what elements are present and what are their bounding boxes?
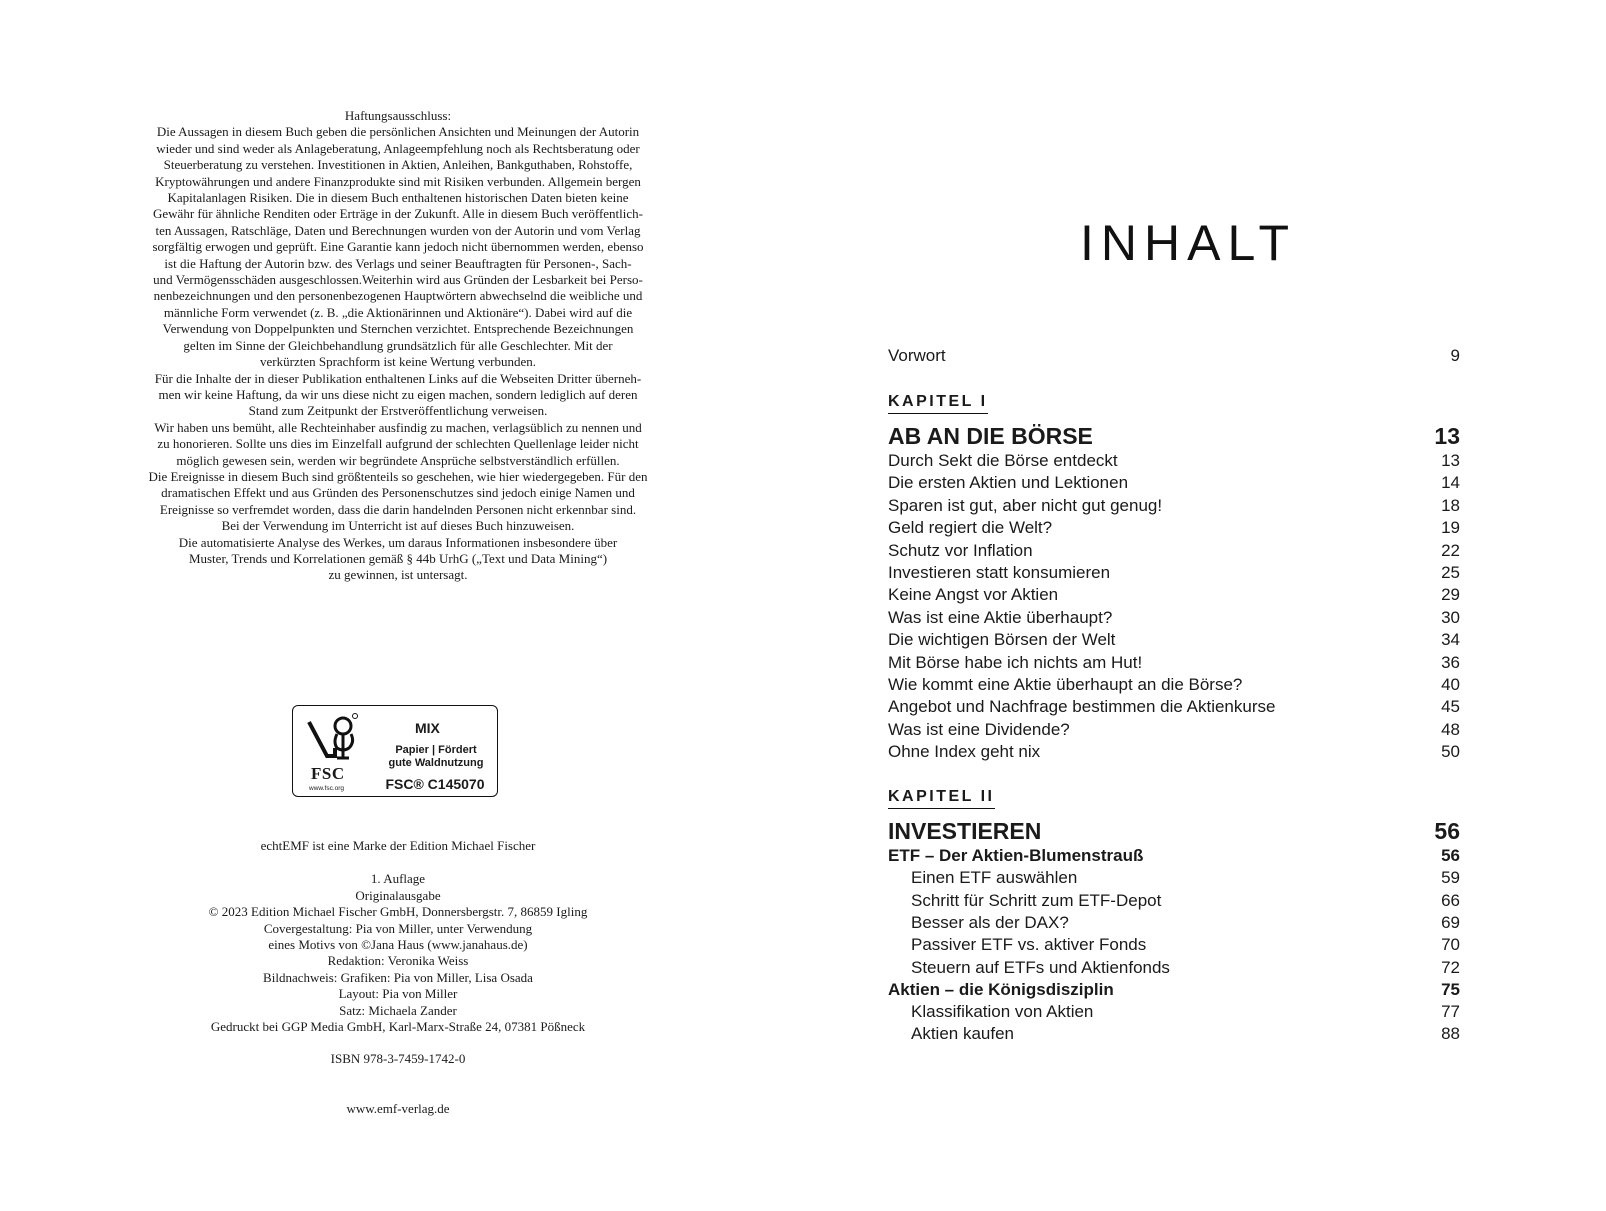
toc-entry[interactable] [888,868,1460,888]
imprint-section [108,838,688,1133]
rights-paragraph [108,420,688,469]
toc-entry-title: Wie kommt eine Aktie überhaupt an die Börse? [888,675,1243,694]
toc-entry[interactable] [888,958,1460,978]
disclaimer-line: und Vermögensschäden ausgeschlossen.Weiterhin wird aus Gründen der Lesbarkeit bei Perso- [153,272,643,288]
links-line: men wir keine Haftung, da wir uns diese nicht zu eigen machen, sondern lediglich auf deren [158,386,638,402]
chapter-label: KAPITEL II [888,788,995,809]
toc-entry-title: Schritt für Schritt zum ETF-Depot [911,890,1162,910]
toc-entry[interactable] [888,675,1460,695]
toc-entry-title: ETF – Der Aktien-Blumenstrauß [888,846,1144,865]
toc-entry[interactable] [888,451,1460,471]
toc-entry-page: 70 [1441,935,1460,955]
rights-line: möglich gewesen sein, werden wir begründete Ansprüche selbstverständlich erfüllen. [176,452,620,468]
toc-entry-title: Sparen ist gut, aber nicht gut genug! [888,495,1163,515]
imprint-line: Originalausgabe [355,887,441,903]
fsc-paper-line: gute Waldnutzung [388,757,484,769]
toc-entry[interactable] [888,346,1460,366]
imprint-line: Gedruckt bei GGP Media GmbH, Karl-Marx-Straße 24, 07381 Pößneck [210,1019,586,1035]
disclaimer-line: nenbezeichnungen und den personenbezogenen Hauptwörtern abwechselnd die weibliche und [153,288,643,304]
toc-entry-page: 66 [1441,890,1460,910]
toc-entry-page: 59 [1441,868,1460,888]
toc-entry-title: Durch Sekt die Börse entdeckt [888,451,1118,470]
toc-entry-title: Aktien – die Königsdisziplin [888,979,1114,999]
toc-entry-page: 48 [1441,719,1460,739]
disclaimer-line: sorgfältig erwogen und geprüft. Eine Garantie kann jedoch nicht übernommen werden, ebenso [152,239,644,255]
toc-entry-title: Klassifikation von Aktien [911,1002,1094,1022]
events-line: Ereignisse so verfremdet worden, dass die darin handelnden Personen nicht erkennbar sind. [159,501,637,517]
toc-entry-page: 14 [1441,473,1460,493]
toc-entry[interactable] [888,913,1460,933]
toc-entry-title: Was ist eine Dividende? [888,719,1070,739]
website-link[interactable]: www.emf-verlag.de [346,1100,450,1116]
toc-entry-page: 88 [1441,1024,1460,1044]
imprint-line: Covergestaltung: Pia von Miller, unter Verwendung [263,920,533,936]
disclaimer-line: gelten im Sinne der Gleichbehandlung grundsätzlich für alle Geschlechter. Mit der [183,337,613,353]
toc-entry[interactable] [888,653,1460,673]
toc-entry-page: 13 [1434,423,1460,449]
toc-entry-title: Geld regiert die Welt? [888,518,1053,538]
disclaimer-line: Gewähr für ähnliche Renditen oder Erträge in der Zukunft. Alle in diesem Buch veröffentlich- [153,206,643,222]
toc-entry[interactable] [888,541,1460,561]
fsc-mix: MIX [415,720,440,736]
tdm-line: Muster, Trends und Korrelationen gemäß § 44b UrhG („Text und Data Mining“) [188,550,608,566]
links-line: Für die Inhalte der in dieser Publikation enthaltenen Links auf die Webseiten Dritter überneh- [154,370,642,386]
teaching-paragraph [108,518,688,534]
fsc-label [292,705,498,797]
disclaimer-line: verkürzten Sprachform ist keine Wertung verbunden. [260,354,536,370]
toc-entry-page: 29 [1441,585,1460,605]
toc-entry-title: Mit Börse habe ich nichts am Hut! [888,652,1143,672]
toc-entry-page: 13 [1441,451,1460,470]
toc-entry[interactable] [888,585,1460,605]
toc-entry-page: 30 [1441,607,1460,627]
fsc-code: FSC® C145070 [385,776,485,792]
events-line: dramatischen Effekt und aus Gründen des Personenschutzes sind jedoch einige Namen und [161,485,635,501]
disclaimer-line: ist die Haftung der Autorin bzw. des Verlags und seiner Beauftragten für Personen-, Sach- [164,255,632,271]
imprint-line: Bildnachweis: Grafiken: Pia von Miller, Lisa Osada [263,969,533,985]
toc-entry-page: 72 [1441,957,1460,977]
toc-entry[interactable] [888,980,1460,1000]
toc-entry[interactable] [888,935,1460,955]
toc-entry-page: 45 [1441,697,1460,717]
toc-entry[interactable] [888,423,1460,450]
toc-entry-page: 25 [1441,563,1460,582]
toc-entry-title: Steuern auf ETFs und Aktienfonds [911,957,1170,977]
toc-entry-page: 75 [1441,979,1460,999]
toc-entry[interactable] [888,697,1460,717]
teaching-line: Bei der Verwendung im Unterricht ist auf dieses Buch hinzuweisen. [221,518,575,534]
toc-entry-page: 56 [1434,818,1460,844]
toc-entry-title: Besser als der DAX? [911,912,1069,932]
toc-entry[interactable] [888,518,1460,538]
disclaimer-section [108,108,688,584]
toc-entry[interactable] [888,496,1460,516]
brand-line: echtEMF ist eine Marke der Edition Michael Fischer [260,838,536,853]
disclaimer-line: wieder und sind weder als Anlageberatung, Anlageempfehlung noch als Rechtsberatung oder [156,140,640,156]
toc-entry-page: 36 [1441,652,1460,672]
disclaimer-line: Die Aussagen in diesem Buch geben die persönlichen Ansichten und Meinungen der Autorin [156,124,640,140]
rights-line: zu honorieren. Sollte uns dies im Einzelfall aufgrund der schlechten Quellenlage leider nicht [157,436,639,452]
disclaimer-line: Steuerberatung zu verstehen. Investitionen in Aktien, Anleihen, Bankguthaben, Rohstoffe, [163,157,633,173]
fsc-tree-icon [303,712,361,766]
toc-entry-page: 69 [1441,912,1460,932]
toc-entry-title: Was ist eine Aktie überhaupt? [888,607,1113,627]
toc-entry-page: 34 [1441,630,1460,650]
rights-line: Wir haben uns bemüht, alle Rechteinhaber ausfindig zu machen, verlagsüblich zu nennen und [154,419,642,435]
toc-entry-title: Vorwort [888,346,946,365]
toc-entry-title: Investieren statt konsumieren [888,563,1111,582]
events-paragraph [108,469,688,518]
links-paragraph [108,371,688,420]
toc-entry-page: 56 [1441,846,1460,865]
events-line: Die Ereignisse in diesem Buch sind größtenteils so geschehen, wie hier wiedergegeben. Für den [148,468,648,484]
toc-entry-title: Angebot und Nachfrage bestimmen die Aktienkurse [888,697,1276,717]
toc-entry-title: Ohne Index geht nix [888,742,1041,762]
disclaimer-line: Verwendung von Doppelpunkten und Sternchen verzichtet. Entsprechende Bezeichnungen [162,321,634,337]
toc-entry[interactable] [888,473,1460,493]
toc-entry[interactable] [888,818,1460,845]
disclaimer-line: männliche Form verwendet (z. B. „die Aktionärinnen und Aktionäre“). Dabei wird auf die [163,304,633,320]
fsc-paper-text [381,744,491,770]
tdm-line: Die automatisierte Analyse des Werkes, um daraus Informationen insbesondere über [178,534,618,550]
imprint-line: Redaktion: Veronika Weiss [327,953,469,969]
toc-entry[interactable] [888,846,1460,866]
toc-entry[interactable] [888,891,1460,911]
chapter-label: KAPITEL I [888,393,988,414]
toc-entry-title: AB AN DIE BÖRSE [888,423,1093,449]
toc-entry-page: 18 [1441,495,1460,515]
toc-entry[interactable] [888,1002,1460,1022]
toc-entry-page: 50 [1441,742,1460,762]
isbn: ISBN 978-3-7459-1742-0 [330,1051,466,1067]
toc-entry-page: 9 [1450,346,1460,365]
toc-entry[interactable] [888,720,1460,740]
disclaimer-line: Kapitalanlagen Risiken. Die in diesem Buch enthaltenen historischen Daten bieten keine [167,190,629,206]
page-title: INHALT [1080,215,1297,271]
links-line: Stand zum Zeitpunkt der Erstveröffentlichung verweisen. [248,403,548,419]
toc-entry-title: Einen ETF auswählen [911,868,1078,888]
fsc-logo-text: FSC [311,764,345,783]
toc-entry[interactable] [888,630,1460,650]
imprint-line: eines Motivs von ©Jana Haus (www.janahaus.de) [268,937,528,953]
toc-entry-title: Die wichtigen Börsen der Welt [888,630,1116,650]
toc-entry-title: INVESTIEREN [888,818,1042,844]
fsc-url: www.fsc.org [309,785,345,792]
toc-entry[interactable] [888,563,1460,583]
toc-entry[interactable] [888,608,1460,628]
toc-entry-title: Passiver ETF vs. aktiver Fonds [911,935,1147,955]
disclaimer-line: Kryptowährungen und andere Finanzprodukte sind mit Risiken verbunden. Allgemein bergen [155,173,641,189]
toc-entry[interactable] [888,1024,1460,1044]
toc-entry-page: 40 [1441,675,1460,694]
imprint-line: Satz: Michaela Zander [339,1002,457,1018]
fsc-paper-line: Papier | Fördert [395,744,477,756]
imprint-line: Layout: Pia von Miller [338,986,458,1002]
disclaimer-line: Haftungsausschluss: [344,108,452,123]
toc-entry-title: Aktien kaufen [911,1024,1015,1044]
toc-entry-title: Schutz vor Inflation [888,540,1033,560]
disclaimer-line: ten Aussagen, Ratschläge, Daten und Berechnungen wurden von der Autorin und vom Verlag [155,222,641,238]
toc-entry-title: Keine Angst vor Aktien [888,585,1059,605]
imprint-line: © 2023 Edition Michael Fischer GmbH, Donnersbergstr. 7, 86859 Igling [208,904,588,920]
toc-entry-page: 77 [1441,1002,1460,1022]
tdm-line: zu gewinnen, ist untersagt. [328,567,468,583]
tdm-paragraph [108,535,688,584]
imprint-lines [108,871,688,1035]
disclaimer-paragraph [108,108,688,371]
toc-entry[interactable] [888,742,1460,762]
toc-entry-title: Die ersten Aktien und Lektionen [888,473,1129,493]
toc-entry-page: 19 [1441,518,1460,538]
imprint-line: 1. Auflage [370,871,426,887]
toc-entry-page: 22 [1441,540,1460,560]
